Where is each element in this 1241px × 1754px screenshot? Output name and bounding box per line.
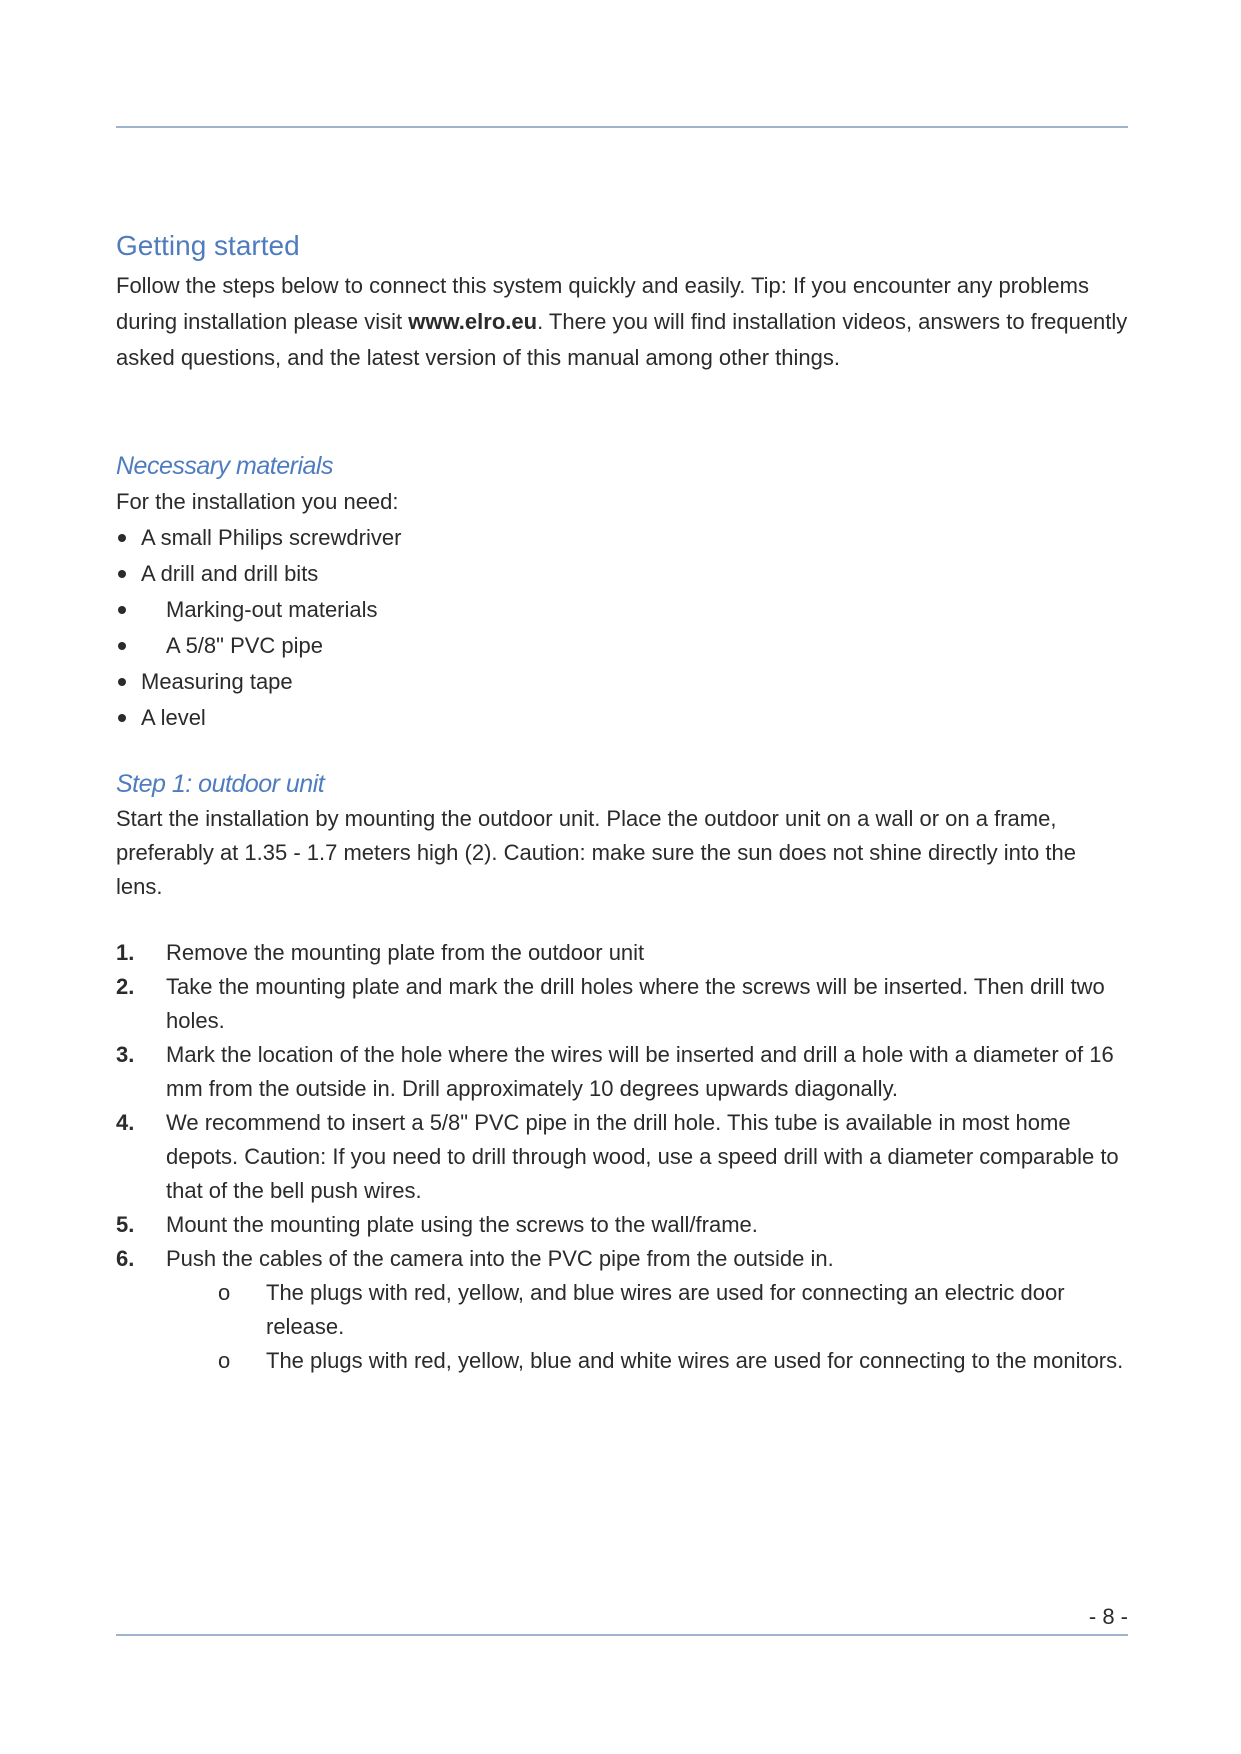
sub-item-text: The plugs with red, yellow, blue and white wires are used for connecting to the monitors. xyxy=(266,1348,1124,1373)
step-number: 3. xyxy=(116,1042,135,1067)
step-number: 1. xyxy=(116,940,135,965)
intro-text-before: Follow the steps below to connect this system quickly and easily. Tip: If you encounter any problems during installation please visit xyxy=(116,273,1089,334)
website-link: www.elro.eu xyxy=(408,309,538,334)
materials-list xyxy=(116,520,1128,736)
bullet-icon xyxy=(118,570,126,578)
instruction-item xyxy=(116,1242,1128,1378)
step1-instructions xyxy=(116,936,1128,1378)
intro-text-after: . There you will find installation videos, answers to frequently asked questions, and the latest version of this manual among other things. xyxy=(116,309,1128,370)
materials-lead: For the installation you need: xyxy=(116,489,399,514)
list-item: A level xyxy=(116,700,1128,736)
step1-heading: Step 1: outdoor unit xyxy=(116,770,325,798)
getting-started-paragraph xyxy=(116,268,1128,376)
step1-intro: Start the installation by mounting the outdoor unit. Place the outdoor unit on a wall or on a frame, preferably at 1.35 - 1.7 meters high (2). Caution: make sure the sun does not shine directly into the lens. xyxy=(116,806,1076,899)
instruction-item xyxy=(116,970,1128,1038)
step-text: Push the cables of the camera into the PVC pipe from the outside in. xyxy=(166,1246,834,1271)
circle-bullet-icon: o xyxy=(218,1280,231,1305)
bullet-icon xyxy=(118,534,126,542)
getting-started-heading: Getting started xyxy=(116,230,300,261)
list-item: A small Philips screwdriver xyxy=(116,520,1128,556)
sub-list-item xyxy=(166,1344,1128,1378)
bullet-icon xyxy=(118,642,126,650)
instruction-item xyxy=(116,1208,1128,1242)
step-number: 6. xyxy=(116,1246,135,1271)
sub-item-text: The plugs with red, yellow, and blue wires are used for connecting an electric door release. xyxy=(266,1280,1065,1339)
list-item: A drill and drill bits xyxy=(116,556,1128,592)
step-number: 4. xyxy=(116,1110,135,1135)
bullet-icon xyxy=(118,714,126,722)
step-text: We recommend to insert a 5/8" PVC pipe in the drill hole. This tube is available in most home depots. Caution: If you need to drill through wood, use a speed drill with a diameter comparable to that of the bell push wires. xyxy=(166,1110,1119,1203)
cable-sublist xyxy=(166,1276,1128,1378)
list-item: Marking-out materials xyxy=(116,592,1128,628)
page-number: - 8 - xyxy=(1088,1604,1128,1629)
bullet-icon xyxy=(118,606,126,614)
list-item: Measuring tape xyxy=(116,664,1128,700)
list-item: A 5/8" PVC pipe xyxy=(116,628,1128,664)
instruction-item xyxy=(116,1038,1128,1106)
sub-list-item xyxy=(166,1276,1128,1344)
getting-started-section xyxy=(116,226,1128,376)
footer-rule xyxy=(116,1634,1128,1636)
header-rule xyxy=(116,126,1128,128)
step-text: Remove the mounting plate from the outdoor unit xyxy=(166,940,645,965)
step-text: Mark the location of the hole where the wires will be inserted and drill a hole with a diameter of 16 mm from the outside in. Drill approximately 10 degrees upwards diagonally. xyxy=(166,1042,1114,1101)
page-content xyxy=(116,226,1128,1378)
circle-bullet-icon: o xyxy=(218,1348,231,1373)
bullet-icon xyxy=(118,678,126,686)
step-number: 2. xyxy=(116,974,135,999)
step-text: Mount the mounting plate using the screws to the wall/frame. xyxy=(166,1212,758,1237)
step-text: Take the mounting plate and mark the drill holes where the screws will be inserted. Then drill two holes. xyxy=(166,974,1105,1033)
step1-section xyxy=(116,766,1128,1378)
materials-heading: Necessary materials xyxy=(116,452,333,480)
materials-section xyxy=(116,448,1128,736)
instruction-item xyxy=(116,1106,1128,1208)
step-number: 5. xyxy=(116,1212,135,1237)
instruction-item xyxy=(116,936,1128,970)
